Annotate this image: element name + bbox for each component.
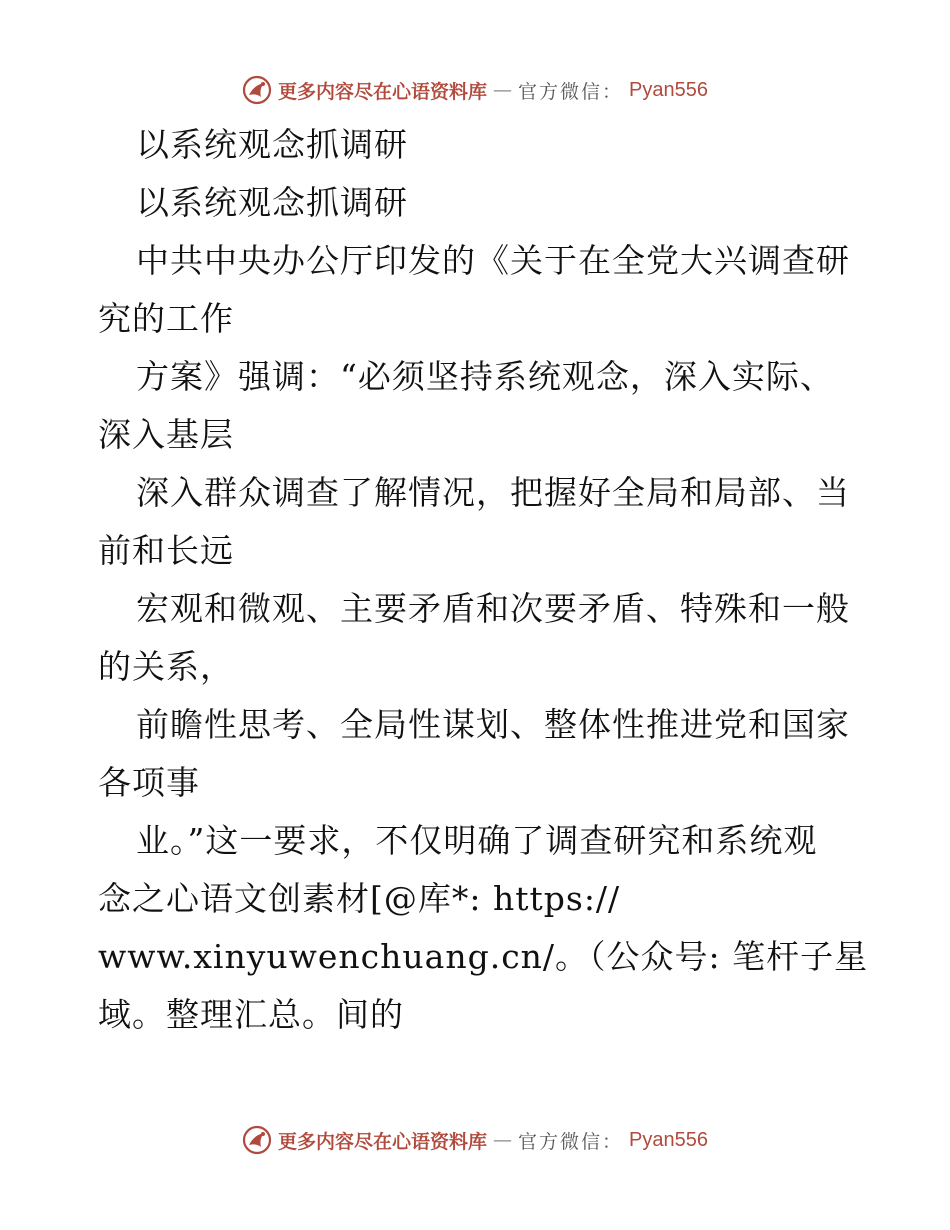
banner-brand-text: 更多内容尽在心语资料库 xyxy=(278,1130,488,1153)
document-line: 深入基层 xyxy=(98,415,234,454)
document-line: 深入群众调查了解情况，把握好全局和局部、当 xyxy=(136,473,850,512)
brand-logo-icon xyxy=(242,75,272,105)
document-body xyxy=(98,116,869,1044)
banner-brand-text: 更多内容尽在心语资料库 xyxy=(278,80,488,103)
document-line: 以系统观念抓调研 xyxy=(136,125,408,164)
banner-dash: — xyxy=(493,79,513,101)
banner-wechat-id: Pyan556 xyxy=(629,78,708,101)
document-line: 域。整理汇总。间的 xyxy=(98,995,404,1034)
document-line: 前瞻性思考、全局性谋划、整体性推进党和国家 xyxy=(136,705,850,744)
banner-wechat-label: 官方微信： xyxy=(518,80,624,103)
document-line: 业。”这一要求，不仅明确了调查研究和系统观 xyxy=(136,821,818,860)
document-line: www.xinyuwenchuang.cn/。（公众号: 笔杆子星 xyxy=(98,937,869,976)
header-banner xyxy=(0,70,950,110)
document-line: 中共中央办公厅印发的《关于在全党大兴调查研 xyxy=(136,241,850,280)
brand-logo-icon xyxy=(242,1125,272,1155)
banner-wechat-label: 官方微信： xyxy=(518,1130,624,1153)
banner-wechat-id: Pyan556 xyxy=(629,1128,708,1151)
document-line: 的关系， xyxy=(98,647,234,686)
document-line: 以系统观念抓调研 xyxy=(136,183,408,222)
document-line: 宏观和微观、主要矛盾和次要矛盾、特殊和一般 xyxy=(136,589,850,628)
footer-banner xyxy=(0,1120,950,1160)
document-line: 念之心语文创素材[@库*: https:// xyxy=(98,879,621,918)
document-line: 方案》强调：“必须坚持系统观念，深入实际、 xyxy=(136,357,834,396)
document-line: 各项事 xyxy=(98,763,200,802)
document-line: 前和长远 xyxy=(98,531,234,570)
banner-dash: — xyxy=(493,1129,513,1151)
document-line: 究的工作 xyxy=(98,299,234,338)
